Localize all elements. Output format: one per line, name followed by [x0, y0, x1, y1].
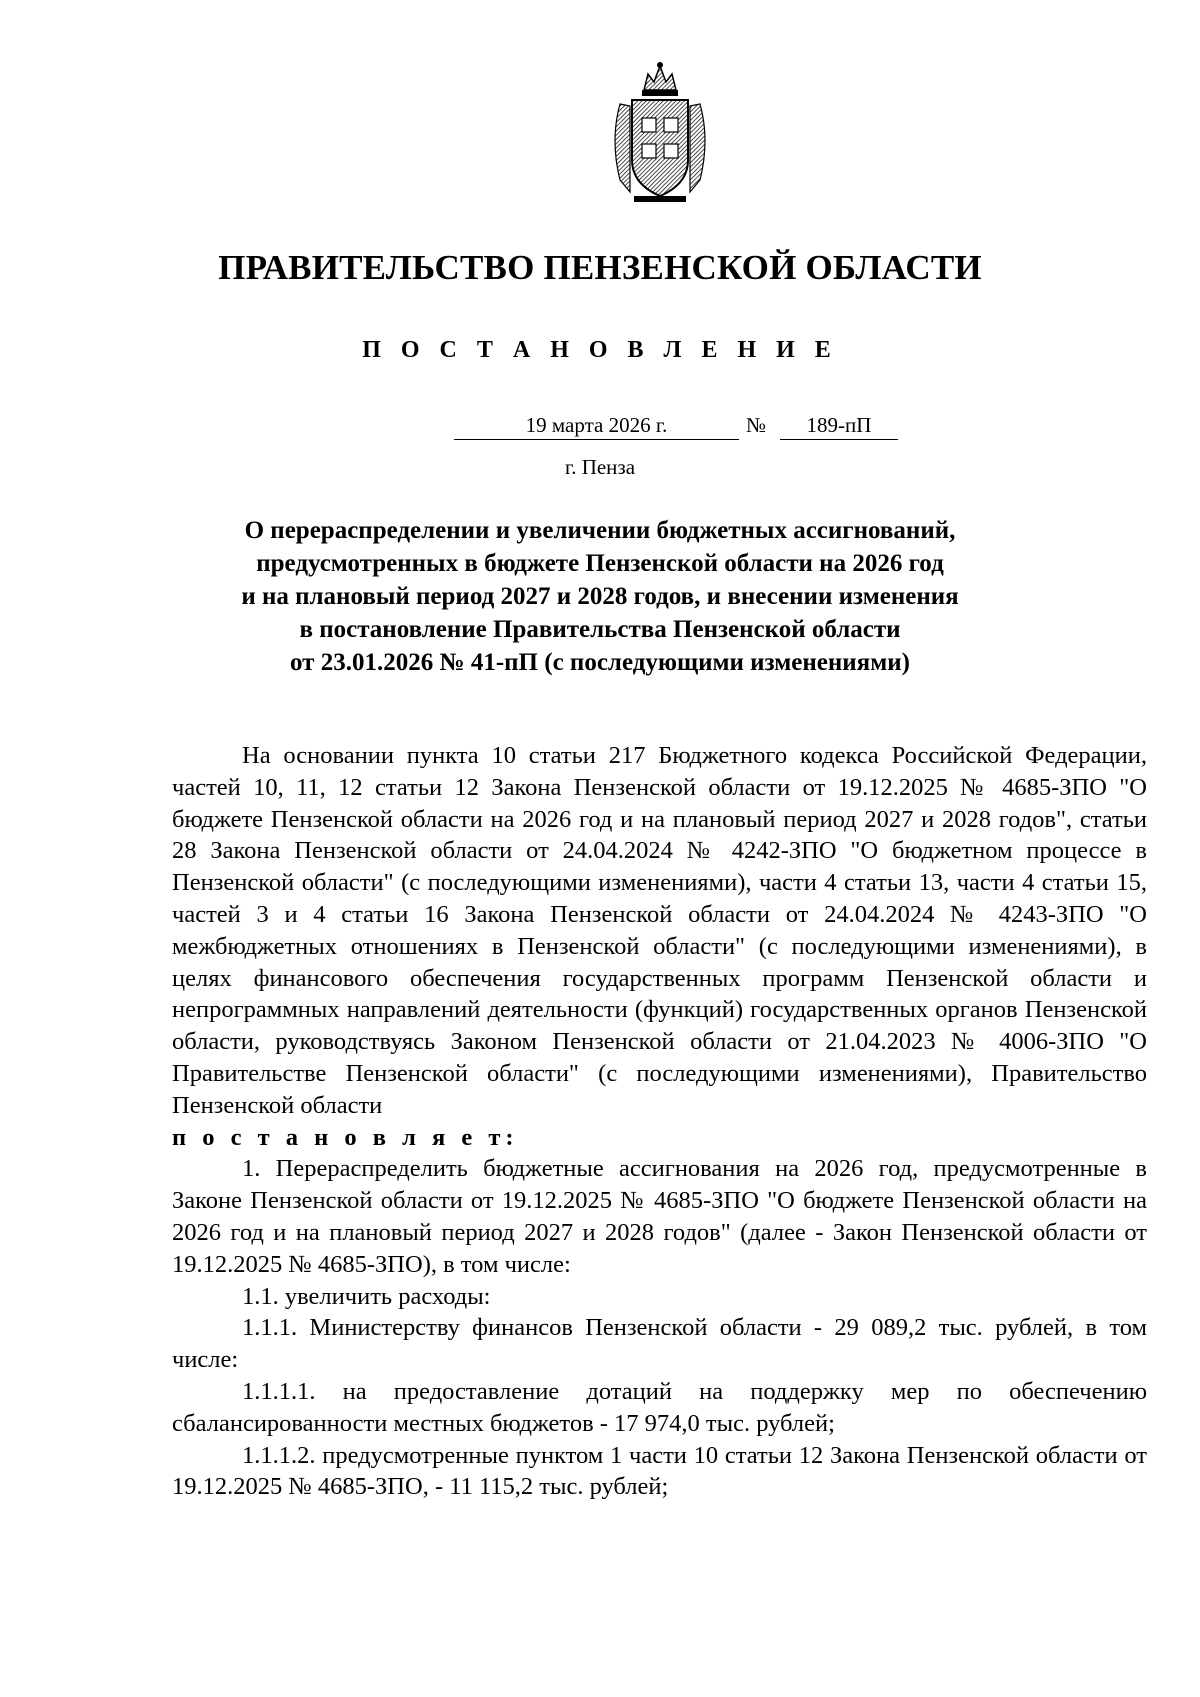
government-name: ПРАВИТЕЛЬСТВО ПЕНЗЕНСКОЙ ОБЛАСТИ: [218, 248, 982, 287]
document-date: 19 марта 2026 г.: [454, 411, 739, 440]
document-title: [150, 514, 1050, 679]
title-line: от 23.01.2026 № 41-пП (с последующими изменениями): [290, 649, 910, 676]
document-type: П О С Т А Н О В Л Е Н И Е: [362, 337, 838, 363]
item-1-1: 1.1. увеличить расходы:: [242, 1282, 491, 1310]
item-1-1-1: 1.1.1. Министерству финансов Пензенской области - 29 089,2 тыс. рублей, в том числе:: [172, 1314, 1147, 1374]
item-1-1-1-2: 1.1.1.2. предусмотренные пунктом 1 части 10 статьи 12 Закона Пензенской области от 19.12.2025 № 4685-ЗПО, - 11 115,2 тыс. рублей;: [172, 1441, 1147, 1501]
number-sign: №: [746, 413, 767, 437]
coat-of-arms-emblem: [606, 60, 714, 206]
title-line: и на плановый период 2027 и 2028 годов, и внесении изменения: [241, 583, 959, 610]
preamble-paragraph: На основании пункта 10 статьи 217 Бюджетного кодекса Российской Федерации, частей 10, 11, 12 статьи 12 Закона Пензенской области от 19.12.2025 № 4685-ЗПО "О бюджете Пензенской области на 2026 год и на плановый период 2027 и 2028 годов", статьи 28 Закона Пензенской области от 24.04.2024 № 4242-ЗПО "О бюджетном процессе в Пензенской области" (с последующими изменениями), части 4 статьи 13, части 4 статьи 15, частей 3 и 4 статьи 16 Закона Пензенской области от 24.04.2024 № 4243-ЗПО "О межбюджетных отношениях в Пензенской области" (с последующими изменениями), в целях финансового обеспечения государственных программ Пензенской области и непрограммных направлений деятельности (функций) государственных органов Пензенской области, руководствуясь Законом Пензенской области от 21.04.2023 № 4006-ЗПО "О Правительстве Пензенской области" (с последующими изменениями), Правительство Пензенской области: [172, 742, 1147, 1119]
item-1-1-1-1: 1.1.1.1. на предоставление дотаций на поддержку мер по обеспечению сбалансированности местных бюджетов - 17 974,0 тыс. рублей;: [172, 1377, 1147, 1437]
document-number: 189-пП: [780, 411, 898, 440]
resolves-word: п о с т а н о в л я е т:: [172, 1123, 519, 1151]
date-number-line: [0, 411, 1200, 441]
document-body: [172, 740, 1147, 1503]
title-line: в постановление Правительства Пензенской области: [299, 616, 901, 643]
item-1: 1. Перераспределить бюджетные ассигнования на 2026 год, предусмотренные в Законе Пензенской области от 19.12.2025 № 4685-ЗПО "О бюджете Пензенской области на 2026 год и на плановый период 2027 и 2028 годов" (далее - Закон Пензенской области от 19.12.2025 № 4685-ЗПО), в том числе:: [172, 1155, 1147, 1278]
city: г. Пенза: [564, 455, 636, 479]
title-line: предусмотренных в бюджете Пензенской области на 2026 год: [256, 550, 944, 577]
title-line: О перераспределении и увеличении бюджетных ассигнований,: [244, 517, 956, 544]
